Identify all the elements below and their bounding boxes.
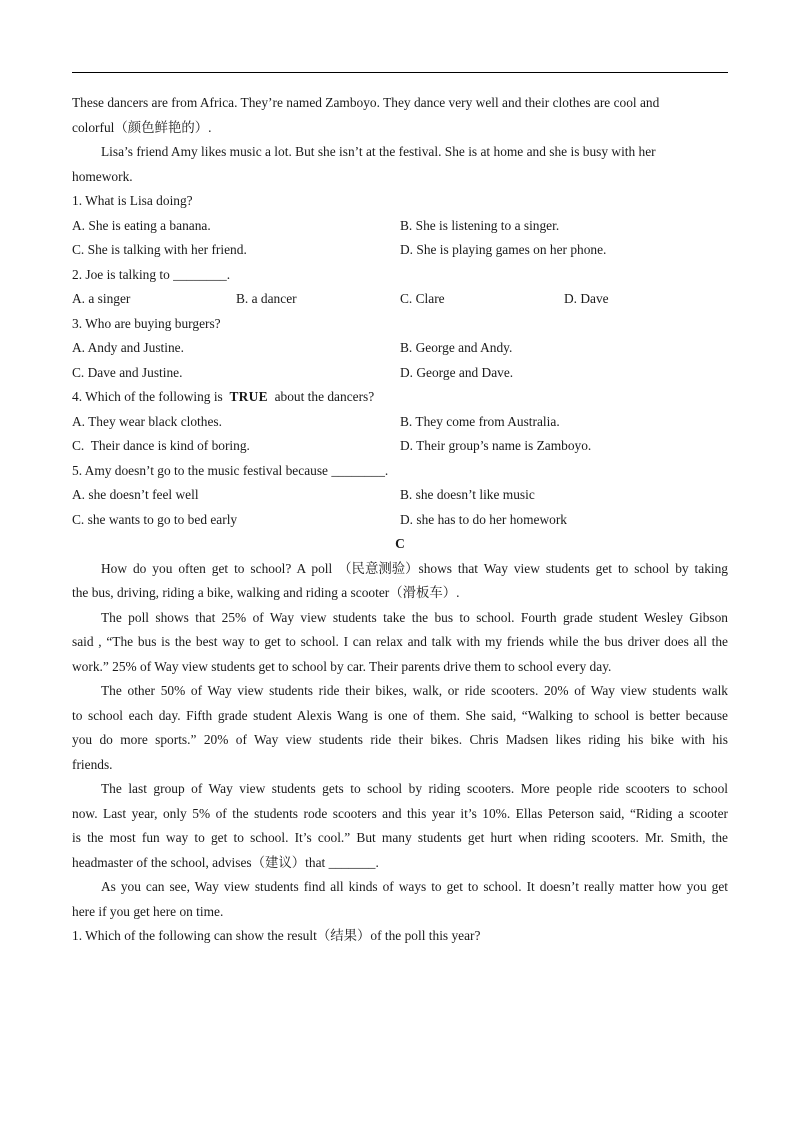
- option-c[interactable]: C. Dave and Justine.: [72, 364, 183, 380]
- stem-pre: 4. Which of the following is: [72, 389, 223, 404]
- question-stem: [72, 385, 728, 410]
- option-b[interactable]: B. George and Andy.: [400, 340, 513, 355]
- paragraph-line: now. Last year, only 5% of the students rode scooters and this year it’s 10%. Ellas Peterson said, “Riding a scooter: [72, 805, 728, 821]
- paragraph-line: the bus, driving, riding a bike, walking and riding a scooter（滑板车）.: [72, 585, 460, 600]
- stem-post: about the dancers?: [274, 389, 375, 404]
- option-a[interactable]: A. Andy and Justine.: [72, 340, 184, 355]
- stem-keyword: TRUE: [229, 389, 268, 404]
- paragraph: [72, 875, 728, 924]
- option-b[interactable]: B. She is listening to a singer.: [400, 217, 560, 233]
- question-3: [72, 312, 728, 386]
- option-a[interactable]: A. She is eating a banana.: [72, 217, 211, 233]
- paragraph-line: headmaster of the school, advises（建议）that _______.: [72, 854, 379, 870]
- passage-line: colorful（颜色鲜艳的）.: [72, 119, 212, 135]
- passage-line: homework.: [72, 168, 133, 184]
- option-row: [72, 238, 728, 263]
- paragraph-line: The last group of Way view students gets to school by riding scooters. More people ride scooters to school: [101, 781, 728, 796]
- question-stem: 3. Who are buying burgers?: [72, 315, 221, 331]
- paragraph-line: How do you often get to school? A poll （民意测验）shows that Way view students get to school by taking: [101, 560, 728, 576]
- paragraph-line: is the most fun way to get to school. It’s cool.” But many students get hurt when riding scooters. Mr. Smith, the: [72, 830, 728, 845]
- paragraph-line: The poll shows that 25% of Way view students take the bus to school. Fourth grade student Wesley Gibson: [101, 609, 728, 625]
- passage-b-text: [72, 91, 728, 189]
- passage-line: Lisa’s friend Amy likes music a lot. But she isn’t at the festival. She is at home and she is busy with her: [101, 144, 656, 159]
- option-c[interactable]: C. she wants to go to bed early: [72, 511, 238, 527]
- option-row: [72, 214, 728, 239]
- option-row: [72, 361, 728, 386]
- question-1: [72, 189, 728, 263]
- question-stem: 1. Which of the following can show the result（结果）of the poll this year?: [72, 928, 481, 943]
- option-c[interactable]: C. She is talking with her friend.: [72, 242, 247, 257]
- option-row: [72, 410, 728, 435]
- option-c[interactable]: C. Clare: [400, 291, 445, 306]
- question-4: [72, 385, 728, 459]
- option-c[interactable]: C. Their dance is kind of boring.: [72, 438, 250, 453]
- option-a[interactable]: A. a singer: [72, 291, 131, 306]
- question-2: [72, 263, 728, 312]
- paragraph-line: here if you get here on time.: [72, 903, 224, 919]
- option-d[interactable]: D. George and Dave.: [400, 364, 514, 380]
- header-rule: [72, 72, 728, 73]
- option-b[interactable]: B. a dancer: [236, 291, 297, 306]
- passage-line: These dancers are from Africa. They’re named Zamboyo. They dance very well and their clothes are cool and: [72, 95, 660, 110]
- option-row: [72, 434, 728, 459]
- question-5: [72, 459, 728, 533]
- paragraph-line: said , “The bus is the best way to get to school. I can relax and talk with my friends while the bus driver does all the: [72, 634, 728, 649]
- option-row: [72, 483, 728, 508]
- question-stem: 5. Amy doesn’t go to the music festival because ________.: [72, 462, 389, 478]
- question-stem: 1. What is Lisa doing?: [72, 193, 193, 208]
- option-a[interactable]: A. They wear black clothes.: [72, 413, 222, 429]
- section-heading: C: [395, 536, 405, 551]
- option-b[interactable]: B. They come from Australia.: [400, 413, 560, 429]
- paragraph: [72, 679, 728, 777]
- paragraph: [72, 777, 728, 875]
- paragraph-line: work.” 25% of Way view students get to school by car. Their parents drive them to school every day.: [72, 658, 612, 674]
- option-row: [72, 287, 728, 312]
- page-content: [72, 91, 728, 949]
- paragraph: [72, 557, 728, 606]
- paragraph-line: As you can see, Way view students find all kinds of ways to get to school. It doesn’t really matter how you get: [101, 879, 728, 894]
- option-d[interactable]: D. she has to do her homework: [400, 511, 567, 527]
- paragraph-line: friends.: [72, 756, 113, 772]
- option-row: [72, 508, 728, 533]
- paragraph: [72, 606, 728, 680]
- option-row: [72, 336, 728, 361]
- question-stem: 2. Joe is talking to ________.: [72, 266, 231, 282]
- option-a[interactable]: A. she doesn’t feel well: [72, 487, 199, 502]
- option-d[interactable]: D. Dave: [564, 291, 609, 306]
- paragraph-line: to school each day. Fifth grade student Alexis Wang is one of them. She said, “Walking to school is better because: [72, 707, 728, 723]
- option-d[interactable]: D. She is playing games on her phone.: [400, 242, 607, 257]
- paragraph-line: The other 50% of Way view students ride their bikes, walk, or ride scooters. 20% of Way view students walk: [101, 683, 728, 698]
- paragraph-line: you do more sports.” 20% of Way view students ride their bikes. Chris Madsen likes riding his bike with his: [72, 732, 728, 747]
- option-b[interactable]: B. she doesn’t like music: [400, 487, 535, 502]
- option-d[interactable]: D. Their group’s name is Zamboyo.: [400, 438, 592, 453]
